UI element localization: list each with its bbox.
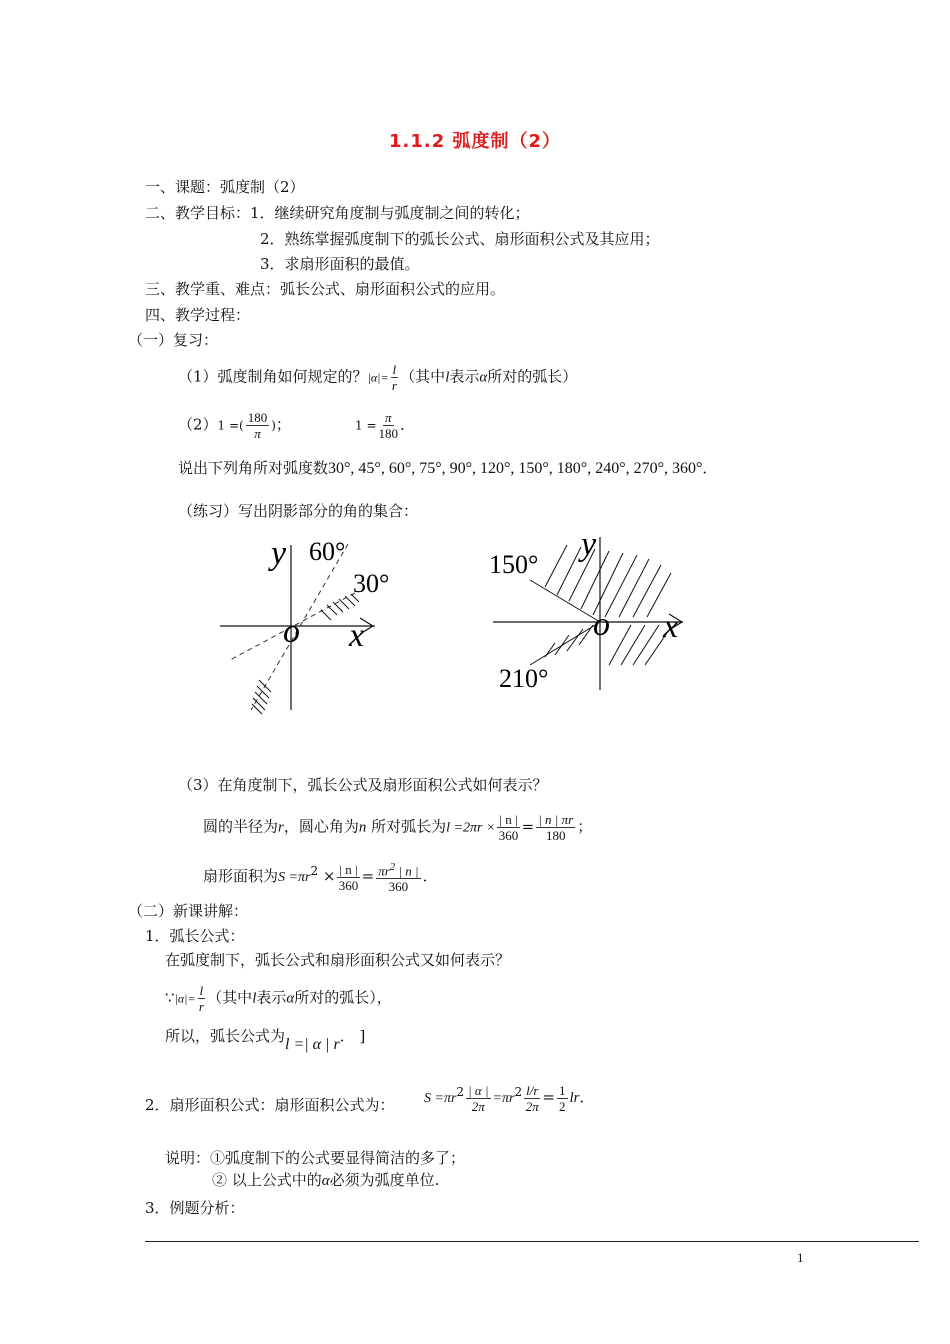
fraction-n-over-360 <box>337 862 359 893</box>
fraction-n-over-360 <box>497 812 519 843</box>
question-2b: 1 = $\frac{\pi}{180}$ ． <box>355 410 416 441</box>
section-2-heading: 2．扇形面积公式：扇形面积公式为： <box>145 1096 395 1114</box>
area-text: 扇形面积为 <box>203 867 279 886</box>
square: 2 <box>514 1085 523 1099</box>
frac-num: l <box>199 983 204 998</box>
fraction-pir2n-over-360 <box>376 860 420 894</box>
frac-den: r <box>198 999 204 1014</box>
var-l: l <box>526 1082 530 1098</box>
process-heading: 四、教学过程： <box>145 306 251 324</box>
arc-mid2: 所对弧长为 <box>371 817 447 836</box>
frac-num: l <box>392 362 397 377</box>
frac-den: 360 <box>338 877 359 893</box>
frac-den: 180 <box>378 426 399 441</box>
say-text: 说出下列角所对弧度数 <box>178 459 329 477</box>
q1-note: （其中 <box>400 367 446 386</box>
frac-den: 360 <box>388 879 409 895</box>
angle-30: 30° <box>353 569 390 598</box>
topic-line: 一、课题：弧度制（2） <box>145 178 305 196</box>
section-3-heading: 3．例题分析： <box>145 1199 245 1217</box>
goal-2: 2．熟练掌握弧度制下的弧长公式、扇形面积公式及其应用； <box>260 230 660 248</box>
bracket: ] <box>359 1027 366 1045</box>
s2-end: ． <box>579 1088 595 1106</box>
section-1-question: 在弧度制下，弧长公式和扇形面积公式又如何表示？ <box>165 951 511 969</box>
area-end: ． <box>422 867 438 886</box>
arc-end: ； <box>577 817 593 836</box>
because-symbol: ∵ <box>165 988 175 1007</box>
arc-length-degree <box>203 812 592 843</box>
question-2 <box>178 410 291 441</box>
q2-text: （2） <box>178 415 218 434</box>
goal-3: 3．求扇形面积的最值。 <box>260 255 420 273</box>
sector-area-degree <box>203 860 438 894</box>
eq-sign: = <box>542 1088 555 1106</box>
square: 2 <box>456 1085 465 1099</box>
angle-210: 210° <box>499 664 549 693</box>
arc-formula-line <box>165 1026 366 1053</box>
frac-den: π <box>254 426 261 441</box>
frac-num: | n | <box>499 812 518 827</box>
times: × <box>318 867 336 886</box>
frac-num: | n | <box>339 861 358 877</box>
area-lhs: S =πr <box>424 1091 457 1106</box>
frac-num <box>376 860 420 879</box>
sector-area-radian <box>424 1082 595 1114</box>
fraction-l-over-r <box>198 983 206 1014</box>
key-points: 三、教学重、难点：弧长公式、扇形面积公式的应用。 <box>145 280 506 298</box>
eq-sign: = <box>521 817 535 836</box>
pi-r: πr <box>378 863 390 879</box>
figure-left <box>215 530 390 740</box>
note-1: 说明：①弧度制下的公式要显得简洁的多了； <box>165 1149 466 1167</box>
frac-num: l/r <box>526 1082 539 1098</box>
ray-210 <box>530 622 600 665</box>
since-note2: 表示 <box>256 988 287 1007</box>
note-2-text: ② 以上公式中的 <box>212 1171 322 1189</box>
figure-right <box>485 525 700 725</box>
goals-line: 二、教学目标：1．继续研究角度制与弧度制之间的转化； <box>145 204 530 222</box>
square: 2 <box>389 861 396 873</box>
so-text: 所以，弧长公式为 <box>165 1027 286 1045</box>
lr: lr <box>569 1090 580 1106</box>
eq-pi-r: =πr <box>492 1091 515 1106</box>
one: 1 <box>355 418 363 433</box>
arc-text: 圆的半径为 <box>203 817 279 836</box>
q1-text: （1）弧度制角如何规定的？ <box>178 367 368 386</box>
frac-den: 180 <box>545 828 566 843</box>
fraction-lr-over-2pi <box>524 1083 540 1114</box>
q1-note2: 表示 <box>449 367 480 386</box>
q2-sep: ； <box>275 415 291 434</box>
frac-num: π <box>385 410 392 425</box>
page-number: 1 <box>797 1250 804 1265</box>
so-end: ． <box>339 1027 355 1045</box>
one-eq: 1 =( <box>217 418 244 433</box>
frac-num: 180 <box>247 410 268 425</box>
arc-lhs: l =2πr × <box>446 820 496 836</box>
q1-note3: 所对的弧长） <box>487 367 578 386</box>
arc-formula: l =| α | r <box>285 1036 340 1053</box>
x-label: x <box>349 617 365 654</box>
frac-den: 2π <box>471 1098 485 1114</box>
var-l: l <box>445 369 450 386</box>
q2-end: ． <box>400 415 416 434</box>
var-r: r <box>533 1082 539 1098</box>
fraction-l-over-r <box>391 362 399 393</box>
question-3: （3）在角度制下，弧长公式及扇形面积公式如何表示？ <box>178 776 548 794</box>
var-r: r <box>278 819 284 836</box>
fraction-half <box>557 1083 568 1114</box>
origin-label: o <box>283 613 300 650</box>
abs-alpha: |α|= <box>174 991 196 1006</box>
close-paren: ) <box>271 418 276 433</box>
frac-num: | α | <box>468 1082 489 1098</box>
hatch-lower <box>252 680 271 714</box>
x-label: x <box>663 608 679 645</box>
frac-den: 360 <box>498 828 519 843</box>
hatch-region <box>545 545 671 665</box>
frac-num: 1 <box>559 1082 566 1098</box>
angle-150: 150° <box>489 550 539 579</box>
frac-den: 2 <box>559 1098 566 1114</box>
var-alpha: α <box>286 990 295 1007</box>
note-2 <box>212 1170 439 1191</box>
angle-60: 60° <box>309 537 346 566</box>
y-label: y <box>581 526 597 563</box>
note-2-end: 必须为弧度单位. <box>329 1171 440 1189</box>
abs-alpha: |α|= <box>367 370 389 385</box>
fraction-180-over-pi <box>246 410 270 441</box>
since-line <box>165 983 392 1014</box>
y-label: y <box>271 535 287 572</box>
var-alpha: α <box>321 1173 330 1189</box>
eq-sign: = <box>361 867 375 886</box>
section-1-heading: 1．弧长公式： <box>145 927 245 945</box>
frac-num: | n | πr <box>538 812 574 827</box>
fraction-alpha-over-2pi <box>466 1083 490 1114</box>
since-note3: 所对的弧长）， <box>294 988 392 1007</box>
n-abs: | n | <box>398 863 419 879</box>
var-alpha: α <box>479 369 488 386</box>
area-lhs: S =πr <box>278 870 311 886</box>
ray-150 <box>530 580 600 622</box>
square: 2 <box>310 864 319 879</box>
fraction-pi-over-180 <box>379 410 399 441</box>
fraction-npir-over-180 <box>536 812 575 843</box>
angle-list: 30°, 45°, 60°, 75°, 90°, 120°, 150°, 180°, 240°, 270°, 360° <box>328 460 703 477</box>
var-l: l <box>252 990 257 1007</box>
review-heading: （一）复习： <box>128 331 219 349</box>
frac-den: r <box>391 378 397 393</box>
say-line <box>178 458 717 479</box>
practice-line: （练习）写出阴影部分的角的集合： <box>178 502 419 520</box>
new-lesson-heading: （二）新课讲解： <box>128 902 249 920</box>
frac-den: 2π <box>525 1098 539 1114</box>
origin-label: o <box>593 606 610 643</box>
arc-mid: ，圆心角为 <box>283 817 359 836</box>
var-n: n <box>358 819 367 836</box>
footer-divider <box>145 1241 919 1242</box>
question-1 <box>178 362 577 393</box>
since-note: （其中 <box>207 988 253 1007</box>
say-end: ． <box>702 459 718 477</box>
page-title: 1.1.2 弧度制（2） <box>388 131 562 152</box>
